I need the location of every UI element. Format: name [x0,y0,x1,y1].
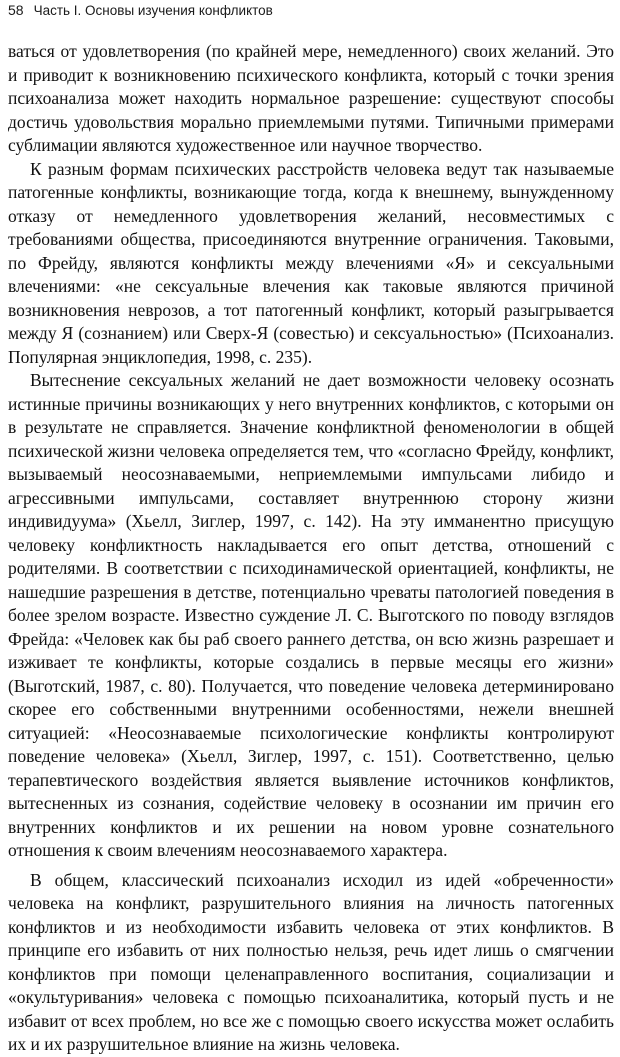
body-text [8,40,614,1057]
page-number: 58 [8,2,24,18]
section-title: Часть I. Основы изучения конфликтов [33,3,273,18]
paragraph: К разным формам психических расстройств человека ведут так называемые патогенные конфликты, возникающие тогда, когда к внешнему, вынужденному отказу от немедленного удовлетворения желаний, несовместимых с требованиями общества, присоединяются внутренние ограничения. Таковыми, по Фрейду, являются конфликты между влечениями «Я» и сексуальными влечениями: «не сексуальные влечения как таковые являются причиной возникновения неврозов, а тот патогенный конфликт, который разыгрывается между Я (сознанием) или Сверх-Я (совестью) и сексуальностью» (Психоанализ. Популярная энциклопедия, 1998, с. 235). [8,158,614,367]
paragraph: В общем, классический психоанализ исходил из идей «обреченности» человека на конфликт, разрушительного влияния на личность патогенных конфликтов и из необходимости избавить человека от этих конфликтов. В принципе его избавить от них полностью нельзя, речь идет лишь о смягчении конфликтов при помощи целенаправленного воспитания, социализации и «окультуривания» человека с помощью психоаналитика, который пусть и не избавит от всех проблем, но все же с помощью своего искусства может ослабить их и их разрушительное влияние на жизнь человека. [8,869,614,1054]
running-header [8,2,273,22]
paragraph: Вытеснение сексуальных желаний не дает возможности человеку осознать истинные причины возникающих у него внутренних конфликтов, с которыми он в результате не справляется. Значение конфликтной феноменологии в общей психической жизни человека определяется тем, что «согласно Фрейду, конфликт, вызываемый неосознаваемыми, неприемлемыми импульсами либидо и агрессивными импульсами, составляет внутреннюю сторону жизни индивидуума» (Хьелл, Зиглер, 1997, с. 142). На эту имманентно присущую человеку конфликтность накладывается его опыт детства, отношений с родителями. В соответствии с психодинамической ориентацией, конфликты, не нашедшие разрешения в детстве, потенциально чреваты патологией поведения в более зрелом возрасте. Известно суждение Л. С. Выготского по поводу взглядов Фрейда: «Человек как бы раб своего раннего детства, он всю жизнь разрешает и изживает те конфликты, которые создались в первые месяцы его жизни» (Выготский, 1987, с. 80). Получается, что поведение человека детерминировано скорее его собственными внутренними особенностями, нежели внешней ситуацией: «Неосознаваемые психологические конфликты контролируют поведение человека» (Хьелл, Зиглер, 1997, с. 151). Соответственно, целью терапевтического воздействия является выявление источников конфликтов, вытесненных из сознания, содействие человеку в осознании им причин его внутренних конфликтов и их решении на новом уровне сознательного отношения к своим влечениям неосознаваемого характера. [8,370,614,860]
paragraph: ваться от удовлетворения (по крайней мере, немедленного) своих желаний. Это и приводит к возникновению психического конфликта, который с точки зрения психоанализа может находить нормальное разрешение: существуют способы достичь удовольствия морально приемлемыми путями. Типичными примерами сублимации являются художественное или научное творчество. [8,41,614,155]
